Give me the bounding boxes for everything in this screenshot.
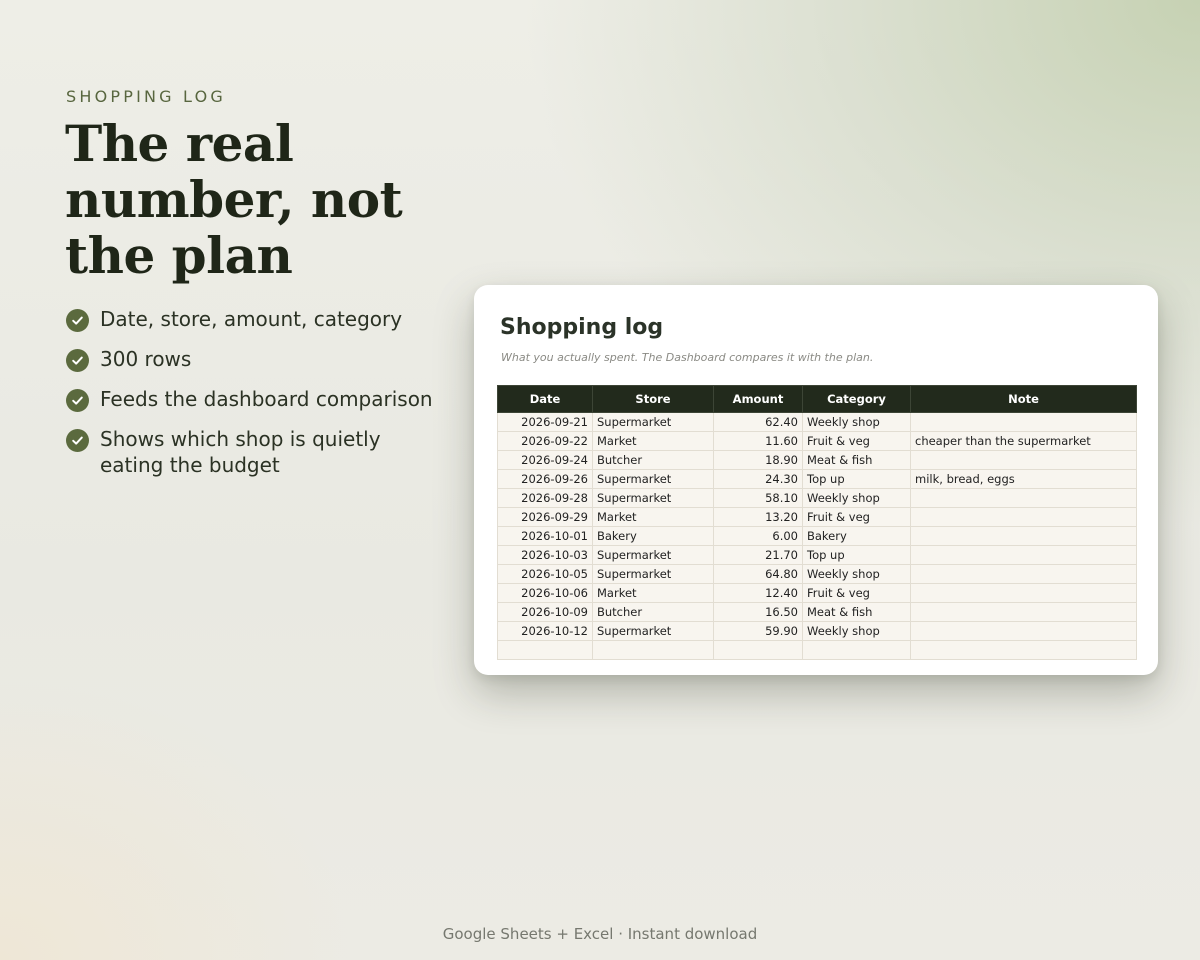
amount-cell[interactable]: 62.40 [714, 413, 803, 432]
table-row [498, 470, 1137, 489]
date-cell[interactable]: 2026-10-03 [498, 546, 593, 565]
note-cell[interactable] [911, 584, 1137, 603]
amount-cell[interactable] [714, 641, 803, 660]
column-header-date[interactable]: Date [498, 386, 593, 413]
amount-cell[interactable]: 24.30 [714, 470, 803, 489]
amount-cell[interactable]: 16.50 [714, 603, 803, 622]
table-row [498, 546, 1137, 565]
date-cell[interactable]: 2026-10-12 [498, 622, 593, 641]
date-cell[interactable]: 2026-09-29 [498, 508, 593, 527]
feature-text: Shows which shop is quietly eating the budget [100, 427, 381, 477]
feature-text: Date, store, amount, category [100, 307, 403, 331]
date-cell[interactable]: 2026-10-01 [498, 527, 593, 546]
table-row [498, 508, 1137, 527]
store-cell[interactable]: Market [593, 432, 714, 451]
amount-cell[interactable]: 21.70 [714, 546, 803, 565]
column-header-note[interactable]: Note [911, 386, 1137, 413]
category-cell[interactable] [803, 641, 911, 660]
category-cell[interactable]: Weekly shop [803, 489, 911, 508]
store-cell[interactable] [593, 641, 714, 660]
note-cell[interactable] [911, 622, 1137, 641]
category-cell[interactable]: Weekly shop [803, 622, 911, 641]
category-cell[interactable]: Weekly shop [803, 565, 911, 584]
amount-cell[interactable]: 18.90 [714, 451, 803, 470]
store-cell[interactable]: Supermarket [593, 489, 714, 508]
date-cell[interactable]: 2026-09-26 [498, 470, 593, 489]
date-cell[interactable]: 2026-09-21 [498, 413, 593, 432]
category-cell[interactable]: Weekly shop [803, 413, 911, 432]
date-cell[interactable] [498, 641, 593, 660]
table-row [498, 527, 1137, 546]
sheet-title: Shopping log [500, 315, 664, 340]
note-cell[interactable] [911, 527, 1137, 546]
note-cell[interactable] [911, 603, 1137, 622]
table-row [498, 451, 1137, 470]
table-header-row [498, 386, 1137, 413]
column-header-category[interactable]: Category [803, 386, 911, 413]
category-cell[interactable]: Meat & fish [803, 603, 911, 622]
feature-item [66, 346, 446, 372]
amount-cell[interactable]: 12.40 [714, 584, 803, 603]
category-cell[interactable]: Fruit & veg [803, 584, 911, 603]
feature-item [66, 306, 446, 332]
table-row [498, 603, 1137, 622]
date-cell[interactable]: 2026-10-06 [498, 584, 593, 603]
store-cell[interactable]: Butcher [593, 451, 714, 470]
table-row [498, 489, 1137, 508]
amount-cell[interactable]: 11.60 [714, 432, 803, 451]
spreadsheet-preview-card [474, 285, 1158, 675]
column-header-amount[interactable]: Amount [714, 386, 803, 413]
amount-cell[interactable]: 59.90 [714, 622, 803, 641]
store-cell[interactable]: Market [593, 584, 714, 603]
amount-cell[interactable]: 64.80 [714, 565, 803, 584]
eyebrow-label: SHOPPING LOG [66, 87, 226, 106]
store-cell[interactable]: Supermarket [593, 622, 714, 641]
date-cell[interactable]: 2026-09-24 [498, 451, 593, 470]
note-cell[interactable]: milk, bread, eggs [911, 470, 1137, 489]
store-cell[interactable]: Supermarket [593, 470, 714, 489]
note-cell[interactable] [911, 413, 1137, 432]
category-cell[interactable]: Meat & fish [803, 451, 911, 470]
headline: The real number, not the plan [65, 114, 403, 285]
note-cell[interactable] [911, 641, 1137, 660]
store-cell[interactable]: Market [593, 508, 714, 527]
table-row [498, 641, 1137, 660]
table-row [498, 584, 1137, 603]
date-cell[interactable]: 2026-10-09 [498, 603, 593, 622]
store-cell[interactable]: Supermarket [593, 565, 714, 584]
date-cell[interactable]: 2026-09-22 [498, 432, 593, 451]
note-cell[interactable] [911, 508, 1137, 527]
amount-cell[interactable]: 58.10 [714, 489, 803, 508]
note-cell[interactable] [911, 565, 1137, 584]
check-circle-icon [66, 309, 89, 332]
footer-caption: Google Sheets + Excel · Instant download [442, 925, 758, 943]
column-header-store[interactable]: Store [593, 386, 714, 413]
table-row [498, 565, 1137, 584]
check-circle-icon [66, 389, 89, 412]
sheet-subtitle: What you actually spent. The Dashboard compares it with the plan. [501, 351, 874, 364]
category-cell[interactable]: Top up [803, 546, 911, 565]
note-cell[interactable]: cheaper than the supermarket [911, 432, 1137, 451]
feature-item [66, 386, 446, 412]
check-circle-icon [66, 349, 89, 372]
store-cell[interactable]: Butcher [593, 603, 714, 622]
note-cell[interactable] [911, 546, 1137, 565]
table-row [498, 432, 1137, 451]
feature-item [66, 426, 446, 478]
store-cell[interactable]: Supermarket [593, 546, 714, 565]
feature-text: Feeds the dashboard comparison [100, 387, 433, 411]
note-cell[interactable] [911, 489, 1137, 508]
category-cell[interactable]: Fruit & veg [803, 432, 911, 451]
note-cell[interactable] [911, 451, 1137, 470]
table-row [498, 413, 1137, 432]
amount-cell[interactable]: 6.00 [714, 527, 803, 546]
feature-text: 300 rows [100, 347, 192, 371]
category-cell[interactable]: Fruit & veg [803, 508, 911, 527]
store-cell[interactable]: Supermarket [593, 413, 714, 432]
amount-cell[interactable]: 13.20 [714, 508, 803, 527]
category-cell[interactable]: Bakery [803, 527, 911, 546]
check-circle-icon [66, 429, 89, 452]
date-cell[interactable]: 2026-10-05 [498, 565, 593, 584]
category-cell[interactable]: Top up [803, 470, 911, 489]
table-row [498, 622, 1137, 641]
date-cell[interactable]: 2026-09-28 [498, 489, 593, 508]
store-cell[interactable]: Bakery [593, 527, 714, 546]
feature-list [66, 306, 446, 492]
shopping-log-table [497, 385, 1137, 660]
